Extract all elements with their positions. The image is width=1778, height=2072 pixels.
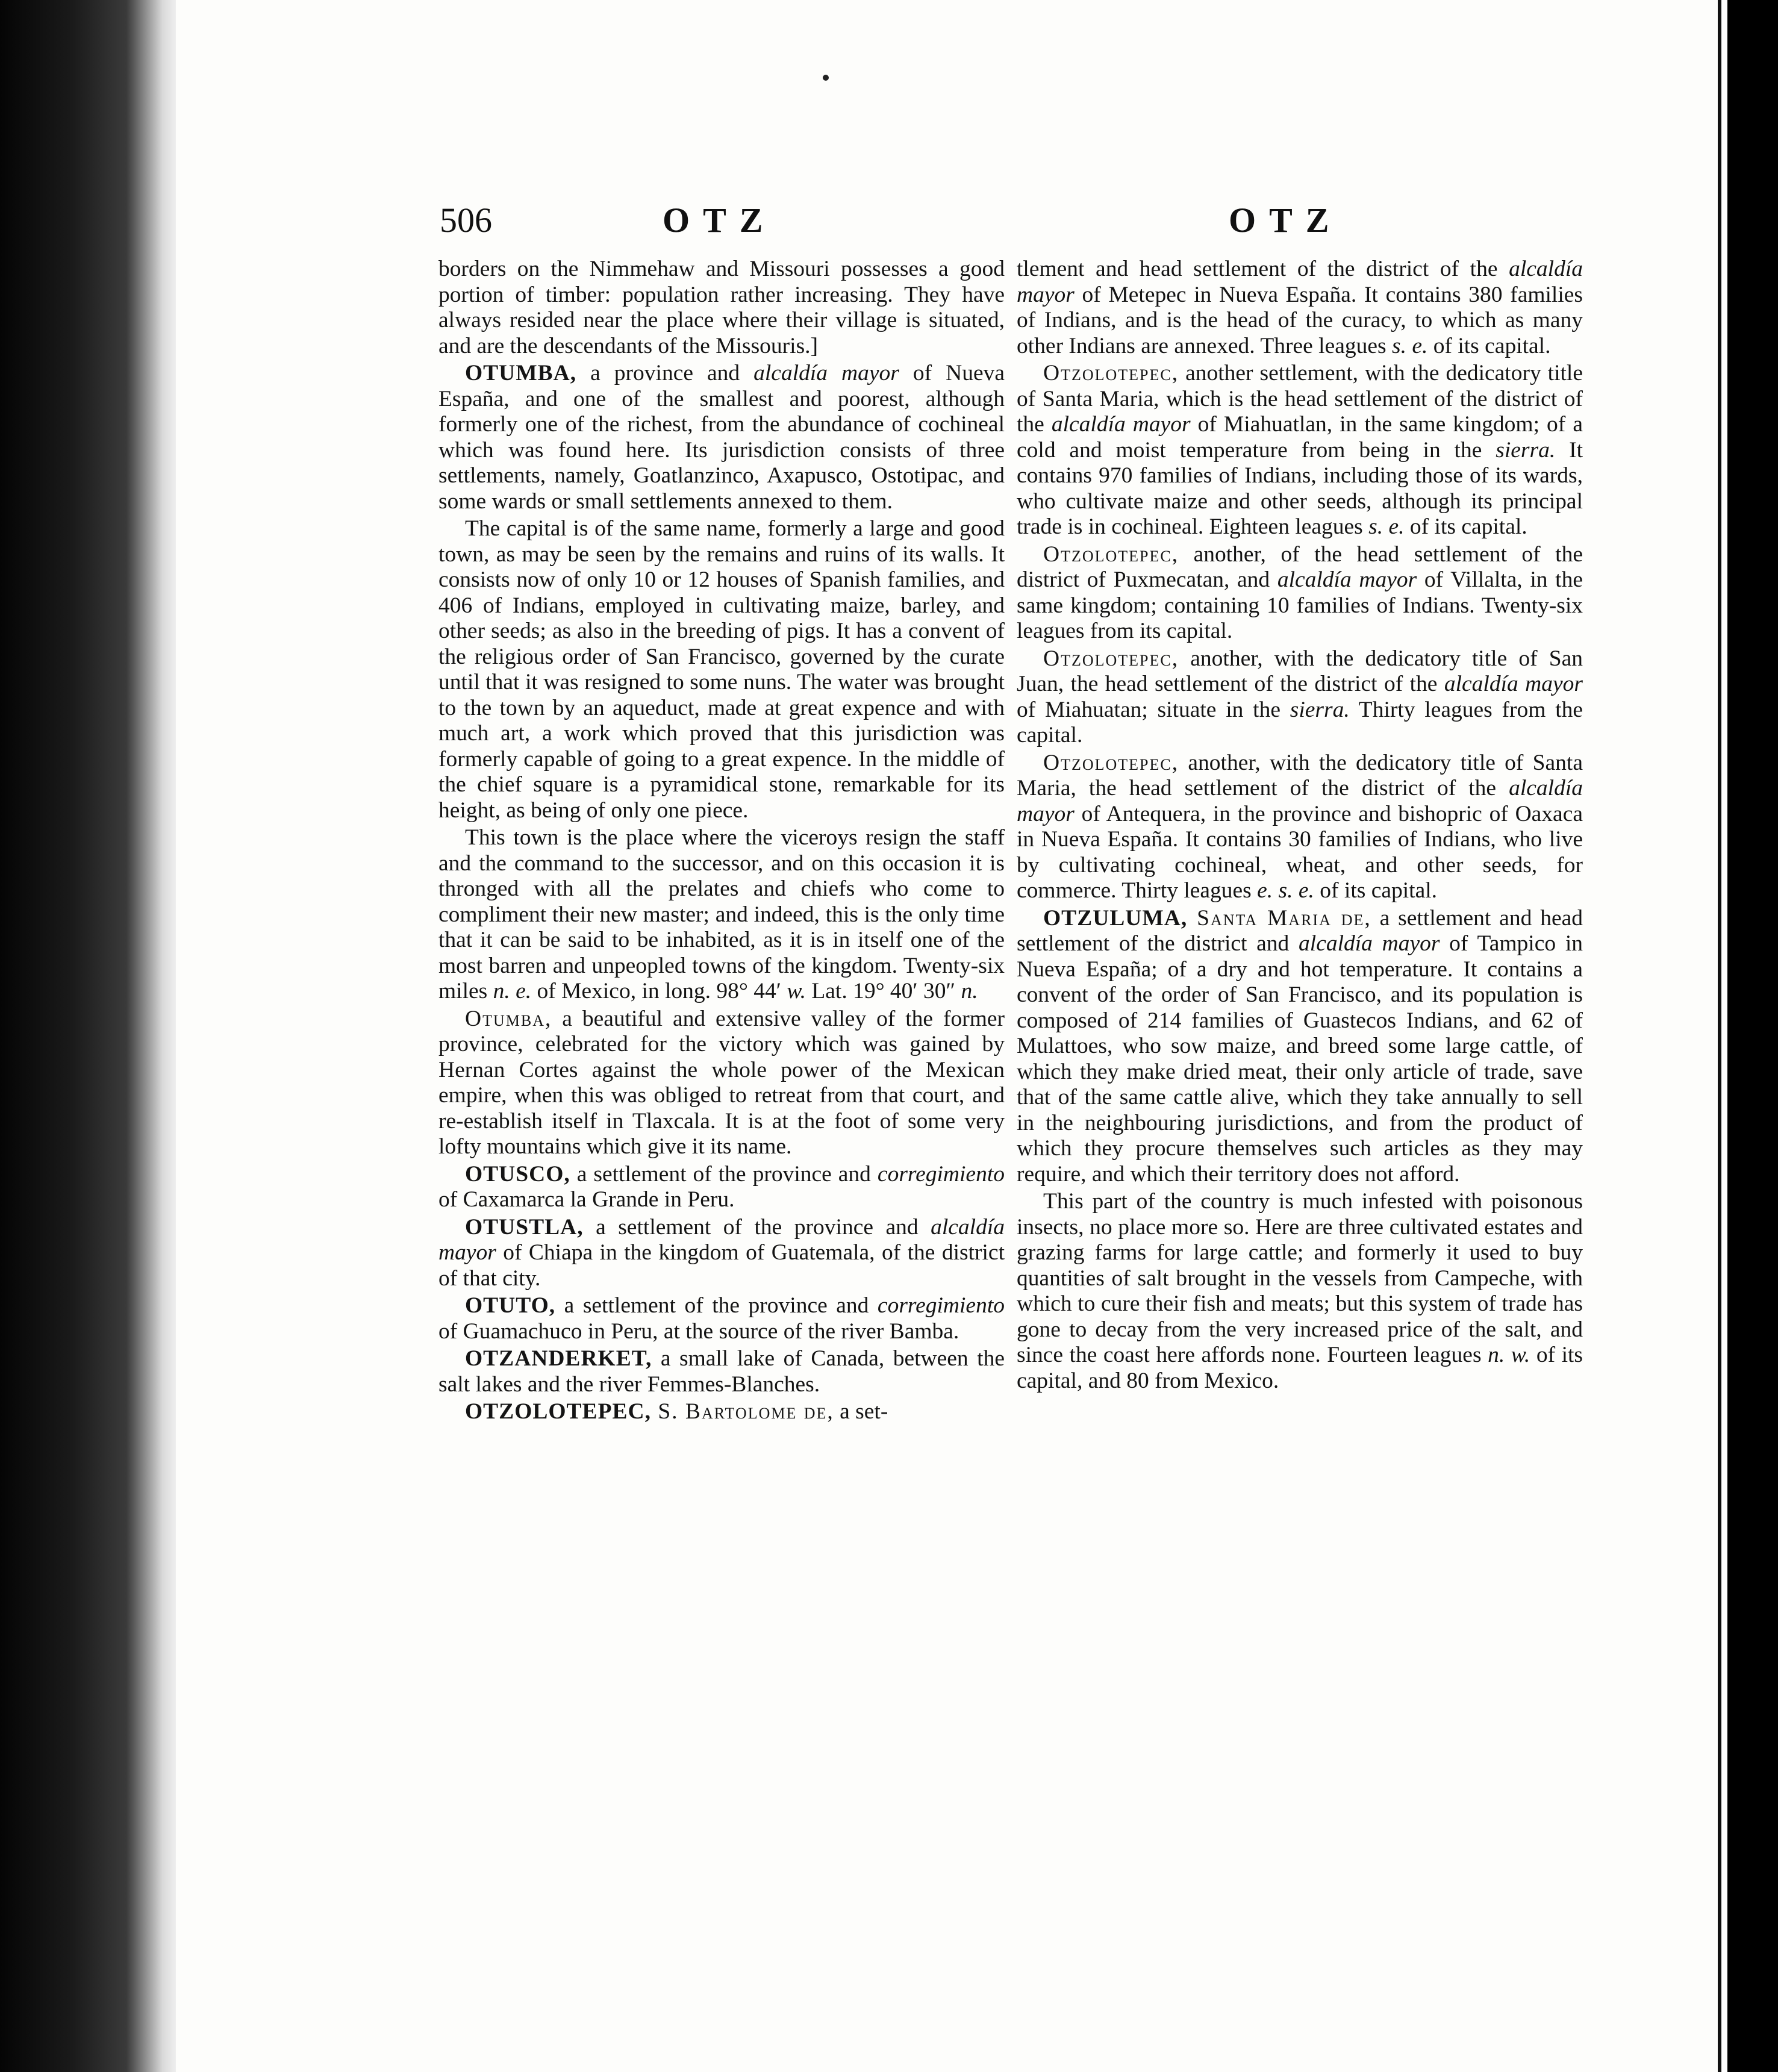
entry-text: of its capital.: [1314, 878, 1438, 903]
italic-term: alcaldía mayor: [1444, 672, 1583, 696]
page-number: 506: [440, 201, 492, 240]
entry-text: a province and: [576, 361, 754, 385]
continuation-paragraph: [1017, 257, 1583, 359]
italic-term: alcaldía mayor: [1017, 776, 1583, 826]
running-head-left: OTZ: [663, 201, 776, 240]
entry-otzolotepec-sb: [438, 1399, 1005, 1425]
entry-text: a settlement and head settlement of the district and: [1017, 905, 1583, 956]
entry-text: of Chiapa in the kingdom of Guatemala, of the district of that city.: [438, 1240, 1005, 1291]
entry-text: of Miahuatlan, in the same kingdom; of a cold and moist temperature from being in the: [1017, 412, 1583, 463]
entry-text: Thirty leagues from the capital.: [1017, 697, 1583, 747]
entry-otustla: [438, 1215, 1005, 1292]
entry-text: another, with the dedicatory title of San Juan, the head settlement of the district of the: [1017, 646, 1583, 696]
italic-term: n.: [961, 979, 978, 1003]
italic-term: corregimiento: [877, 1161, 1005, 1187]
italic-term: alcaldía mayor: [438, 1214, 1005, 1265]
entry-headword: OTZOLOTEPEC,: [465, 1399, 651, 1424]
entry-text: another settlement, with the dedicatory title of Santa Maria, which is the head settlement of the district of the: [1017, 361, 1583, 437]
right-column: [1017, 257, 1583, 1396]
entry-otzolotepec-3: [1017, 542, 1583, 644]
entry-headword: Otzolotepec,: [1043, 361, 1179, 385]
entry-text: another, of the head settlement of the district of Puxmecatan, and: [1017, 541, 1583, 592]
italic-term: alcaldía mayor: [1277, 567, 1417, 592]
entry-text: This part of the country is much infested with poisonous insects, no place more so. Here are three cultivated estates and grazing farms for large cattle; and formerly it used to buy quantities of salt brought in the vessels from Campeche, with which to cure their fish and meats; but this system of trade has gone to decay from the very increased price of the salt, and since the coast here affords none. Fourteen leagues: [1017, 1189, 1583, 1367]
entry-text: a settlement of the province and: [570, 1161, 878, 1187]
entry-text: of its capital.: [1427, 333, 1551, 358]
entry-text: Lat. 19° 40′ 30″: [805, 979, 961, 1003]
entry-text: a small lake of Canada, between the salt lakes and the river Femmes-Blanches.: [438, 1346, 1005, 1397]
entry-text: This town is the place where the viceroys resign the staff and the command to the successor, and on this occasion it is thronged with all the prelates and chiefs who come to compliment their new master; and indeed, this is the only time that it can be said to be inhabited, as it is in itself one of the most barren and unpeopled towns of the kingdom. Twenty-six miles: [438, 825, 1005, 1003]
entry-headword: Otzolotepec,: [1043, 541, 1179, 567]
italic-term: alcaldía mayor: [1051, 412, 1191, 437]
italic-term: sierra.: [1496, 437, 1556, 463]
small-caps-text: Santa Maria de,: [1187, 905, 1371, 931]
entry-otzuluma: [1017, 906, 1583, 1188]
paragraph-capital: The capital is of the same name, formerly a large and good town, as may be seen by the remains and ruins of its walls. It consists now of only 10 or 12 houses of Spanish families, and 406 of Indians, employed in cultivating maize, barley, and other seeds; as also in the breeding of pigs. It has a convent of the religious order of San Francisco, governed by the curate until that it was resigned to some nuns. The water was brought to the town by an aqueduct, made at great expence and with much art, a work which proved that this jurisdiction was formerly capable of going to a great expence. In the middle of the chief square is a pyramidical stone, remarkable for its height, as being of only one piece.: [438, 516, 1005, 823]
entry-headword: Otumba,: [465, 1006, 552, 1031]
ink-speck: [823, 75, 829, 81]
italic-term: s. e.: [1391, 333, 1428, 358]
entry-text: tlement and head settlement of the district of the: [1017, 257, 1509, 281]
entry-text: of Antequera, in the province and bishopric of Oaxaca in Nueva España. It contains 30 families of Indians, who live by cultivating cochineal, wheat, and other seeds, for commerce. Thirty leagues: [1017, 801, 1583, 903]
entry-headword: OTUSTLA,: [465, 1214, 584, 1240]
paragraph-infested: [1017, 1189, 1583, 1394]
entry-headword: Otzolotepec,: [1043, 750, 1179, 775]
entry-text: of Metepec in Nueva España. It contains 380 families of Indians, and is the head of the curacy, to which as many other Indians are annexed. Three leagues: [1017, 282, 1583, 358]
entry-otzolotepec-2: [1017, 361, 1583, 540]
entry-otumba: [438, 361, 1005, 514]
entry-otusco: [438, 1162, 1005, 1213]
running-head-right: OTZ: [1229, 201, 1343, 240]
entry-otzanderket: [438, 1346, 1005, 1397]
entry-text: a set-: [834, 1399, 888, 1424]
italic-term: n. e.: [493, 979, 532, 1003]
entry-otzolotepec-4: [1017, 646, 1583, 749]
entry-headword: Otzolotepec,: [1043, 646, 1179, 671]
book-spine: [0, 0, 181, 2072]
italic-term: corregimiento: [877, 1293, 1005, 1318]
entry-text: a settlement of the province and: [583, 1214, 931, 1240]
entry-text: another, with the dedicatory title of Santa Maria, the head settlement of the district of the: [1017, 750, 1583, 800]
entry-text: of Villalta, in the same kingdom; containing 10 families of Indians. Twenty-six leagues from its capital.: [1017, 567, 1583, 643]
entry-text: a settlement of the province and: [555, 1293, 878, 1318]
italic-term: alcaldía mayor: [1017, 257, 1583, 307]
entry-text: of Tampico in Nueva España; of a dry and hot temperature. It contains a convent of the order of San Francisco, and its population is composed of 214 families of Guastecos Indians, and 62 of Mulattoes, who sow maize, and breed some large cattle, of which they make dried meat, their only article of trade, save that of the same cattle alive, which they take annually to sell in the neighbouring jurisdictions, and from the product of which they procure themselves such articles as they may require, and which their territory does not afford.: [1017, 931, 1583, 1187]
entry-headword: OTUMBA,: [465, 361, 577, 385]
entry-text: of Miahuatan; situate in the: [1017, 697, 1290, 722]
italic-term: w.: [787, 979, 806, 1003]
entry-text: of Caxamarca la Grande in Peru.: [438, 1187, 735, 1212]
italic-term: alcaldía mayor: [753, 361, 899, 385]
entry-otuto: [438, 1293, 1005, 1344]
italic-term: e. s. e.: [1257, 878, 1314, 903]
entry-headword: OTUTO,: [465, 1293, 556, 1318]
entry-otzolotepec-5: [1017, 750, 1583, 904]
italic-term: alcaldía mayor: [1299, 931, 1440, 956]
continuation-paragraph: borders on the Nimmehaw and Missouri possesses a good portion of timber: population rather increasing. They have always resided near the place where their village is situated, and are the descendants of the Missouris.]: [438, 257, 1005, 358]
entry-otumba-valley: [438, 1006, 1005, 1160]
entry-text: It contains 970 families of Indians, including those of its wards, who cultivate maize and other seeds, although its principal trade is in cochineal. Eighteen leagues: [1017, 437, 1583, 539]
italic-term: sierra.: [1290, 697, 1350, 722]
entry-headword: OTZULUMA,: [1043, 905, 1188, 931]
entry-text: of Mexico, in long. 98° 44′: [531, 979, 787, 1003]
entry-headword: OTZANDERKET,: [465, 1346, 652, 1371]
italic-term: s. e.: [1368, 514, 1405, 539]
left-column: [438, 257, 1005, 1427]
small-caps-text: S. Bartolome de,: [650, 1399, 834, 1424]
entry-text: of Guamachuco in Peru, at the source of the river Bamba.: [438, 1318, 959, 1344]
italic-term: n. w.: [1488, 1343, 1530, 1367]
paragraph-town: [438, 825, 1005, 1005]
entry-text: of Nueva España, and one of the smallest and poorest, although formerly one of the richest, from the abundance of cochineal which was found here. Its jurisdiction consists of three settlements, namely, Goatlanzinco, Axapusco, Ostotipac, and some wards or small settlements annexed to them.: [438, 361, 1005, 514]
entry-text: a beautiful and extensive valley of the former province, celebrated for the victory which was gained by Hernan Cortes against the whole power of the Mexican empire, when this was obliged to retreat from that court, and re-establish itself in Tlaxcala. It is at the foot of some very lofty mountains which give it its name.: [438, 1006, 1005, 1159]
entry-text: of its capital, and 80 from Mexico.: [1017, 1343, 1583, 1393]
entry-headword: OTUSCO,: [465, 1161, 570, 1187]
scan-border: [1727, 0, 1778, 2072]
entry-text: of its capital.: [1404, 514, 1527, 539]
